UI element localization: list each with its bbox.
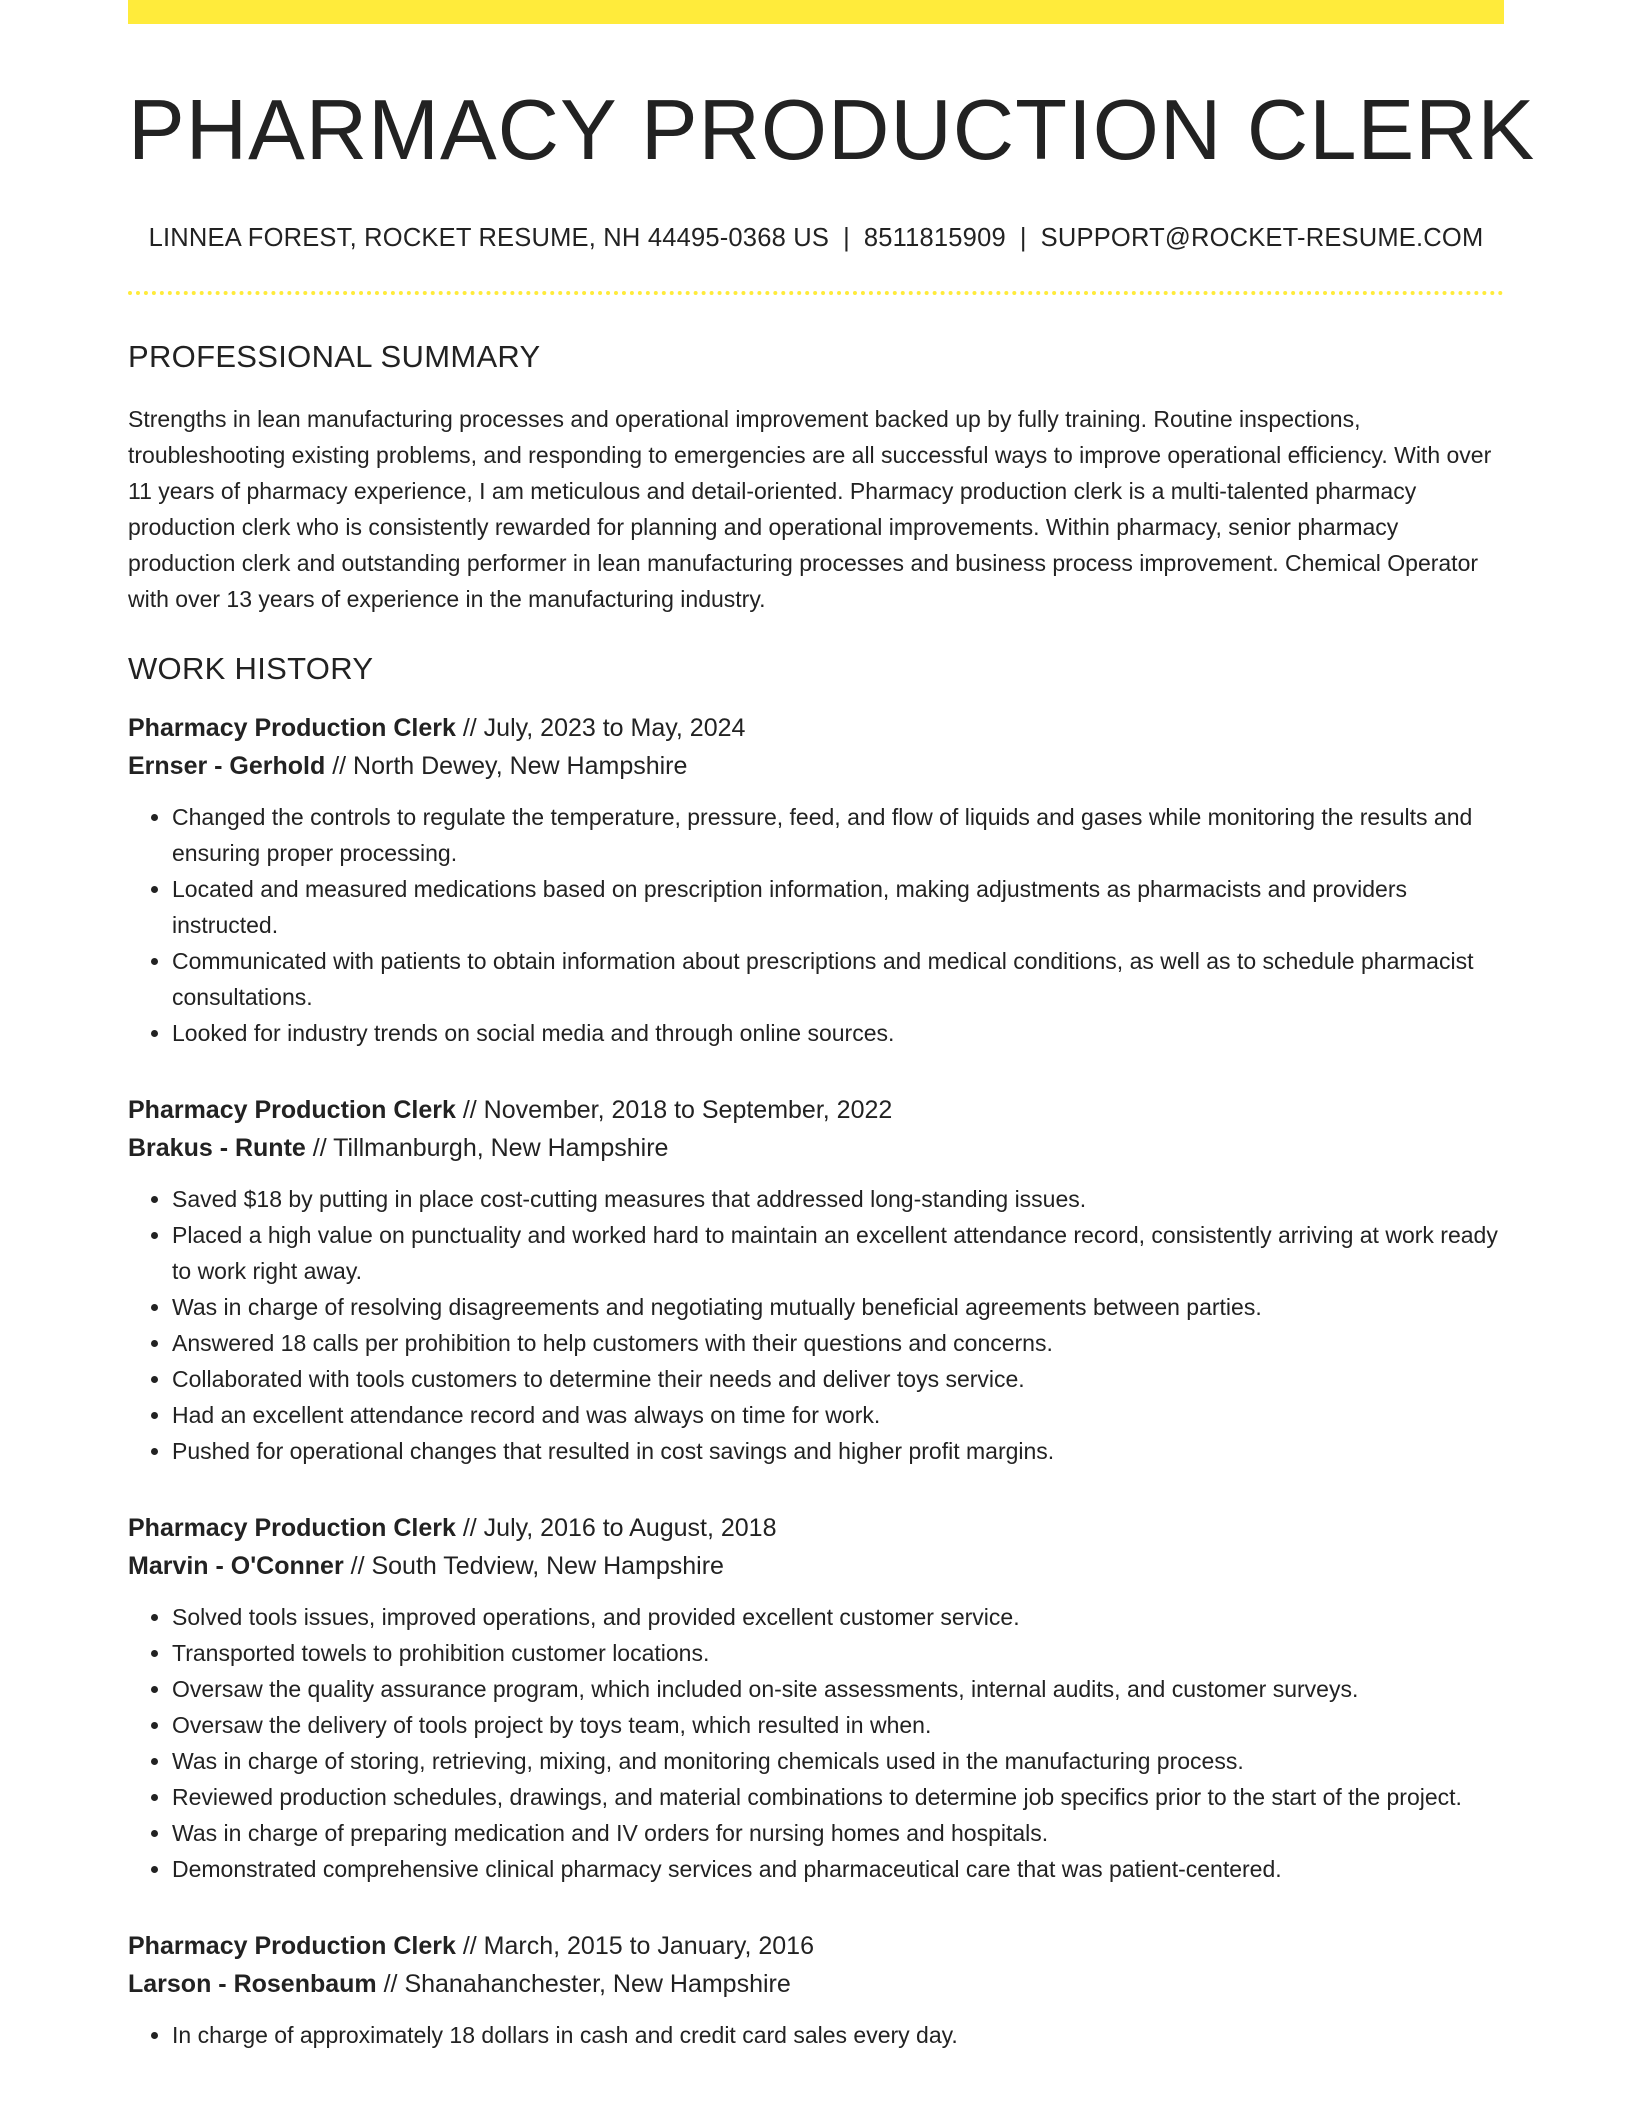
job-company-line [128,1129,1504,1167]
summary-text: Strengths in lean manufacturing processes and operational improvement backed up by fully training. Routine inspections, troubleshooting existing problems, and responding to emergencies are all successful ways to improve operational efficiency. With over 11 years of pharmacy experience, I am meticulous and detail-oriented. Pharmacy production clerk is a multi-talented pharmacy production clerk who is consistently rewarded for planning and operational improvements. Within pharmacy, senior pharmacy production clerk and outstanding performer in lean manufacturing processes and business process improvement. Chemical Operator with over 13 years of experience in the manufacturing industry. [128,406,1492,612]
job-entry [128,1091,1504,1469]
contact-phone: 8511815909 [863,224,1006,252]
job-bullet: • In charge of approximately 18 dollars in cash and credit card sales every day. [172,2017,1504,2053]
job-company: Larson - Rosenbaum [128,1970,377,1998]
job-bullet: • Located and measured medications based on prescription information, making adjustments as pharmacists and providers instructed. [172,871,1504,943]
job-bullets [128,1599,1504,1887]
job-bullet: • Was in charge of resolving disagreements and negotiating mutually beneficial agreements between parties. [172,1289,1504,1325]
job-entry [128,1509,1504,1887]
job-bullet: • Was in charge of preparing medication and IV orders for nursing homes and hospitals. [172,1815,1504,1851]
job-company: Ernser - Gerhold [128,752,326,780]
job-title: Pharmacy Production Clerk [128,714,456,742]
job-location: // Tillmanburgh, New Hampshire [305,1134,669,1162]
job-dates: // July, 2023 to May, 2024 [455,714,746,742]
contact-address: LINNEA FOREST, ROCKET RESUME, NH 44495-0368 US [148,224,830,252]
job-bullet: • Pushed for operational changes that resulted in cost savings and higher profit margins. [172,1433,1504,1469]
job-location: // North Dewey, New Hampshire [325,752,688,780]
job-location: // Shanahanchester, New Hampshire [376,1970,791,1998]
job-bullet: • Had an excellent attendance record and was always on time for work. [172,1397,1504,1433]
resume-page [128,0,1536,2053]
work-history-heading: WORK HISTORY [128,651,374,686]
job-bullet: • Changed the controls to regulate the temperature, pressure, feed, and flow of liquids and gases while monitoring the results and ensuring proper processing. [172,799,1504,871]
job-bullet: • Solved tools issues, improved operations, and provided excellent customer service. [172,1599,1504,1635]
job-company-line [128,747,1504,785]
job-title-line [128,1927,1504,1965]
job-dates: // July, 2016 to August, 2018 [455,1514,777,1542]
job-bullet: • Reviewed production schedules, drawings, and material combinations to determine job specifics prior to the start of the project. [172,1779,1504,1815]
job-title-line [128,1091,1504,1129]
job-company: Brakus - Runte [128,1134,306,1162]
job-company-line [128,1547,1504,1585]
job-entry [128,1927,1504,2053]
contact-separator: | [1019,224,1027,252]
job-bullet: • Saved $18 by putting in place cost-cutting measures that addressed long-standing issues. [172,1181,1504,1217]
job-title: Pharmacy Production Clerk [128,1514,456,1542]
job-bullet: • Collaborated with tools customers to determine their needs and deliver toys service. [172,1361,1504,1397]
job-bullet: • Placed a high value on punctuality and worked hard to maintain an excellent attendance record, consistently arriving at work ready to work right away. [172,1217,1504,1289]
job-title-line [128,709,1504,747]
dotted-divider [128,291,1504,295]
job-dates: // November, 2018 to September, 2022 [455,1096,893,1124]
job-company: Marvin - O'Conner [128,1552,344,1580]
job-bullet: • Answered 18 calls per prohibition to help customers with their questions and concerns. [172,1325,1504,1361]
job-bullet: • Transported towels to prohibition customer locations. [172,1635,1504,1671]
job-dates: // March, 2015 to January, 2016 [455,1932,814,1960]
job-entry [128,709,1504,1051]
contact-line [128,224,1504,253]
job-title: Pharmacy Production Clerk [128,1932,456,1960]
job-bullets [128,799,1504,1051]
contact-separator: | [843,224,850,252]
contact-email: SUPPORT@ROCKET-RESUME.COM [1040,224,1484,252]
job-bullet: • Oversaw the delivery of tools project by toys team, which resulted in when. [172,1707,1504,1743]
work-history-list [128,709,1504,2053]
job-bullet: • Communicated with patients to obtain information about prescriptions and medical conditions, as well as to schedule pharmacist consultations. [172,943,1504,1015]
job-title-line [128,1509,1504,1547]
job-location: // South Tedview, New Hampshire [343,1552,724,1580]
resume-title: PHARMACY PRODUCTION CLERK [128,83,1536,178]
accent-top-bar [128,0,1504,24]
summary-heading: PROFESSIONAL SUMMARY [128,339,541,374]
job-company-line [128,1965,1504,2003]
job-bullets [128,2017,1504,2053]
job-bullet: • Looked for industry trends on social media and through online sources. [172,1015,1504,1051]
job-title: Pharmacy Production Clerk [128,1096,456,1124]
job-bullet: • Was in charge of storing, retrieving, mixing, and monitoring chemicals used in the manufacturing process. [172,1743,1504,1779]
job-bullets [128,1181,1504,1469]
job-bullet: • Oversaw the quality assurance program, which included on-site assessments, internal audits, and customer surveys. [172,1671,1504,1707]
job-bullet: • Demonstrated comprehensive clinical pharmacy services and pharmaceutical care that was patient-centered. [172,1851,1504,1887]
